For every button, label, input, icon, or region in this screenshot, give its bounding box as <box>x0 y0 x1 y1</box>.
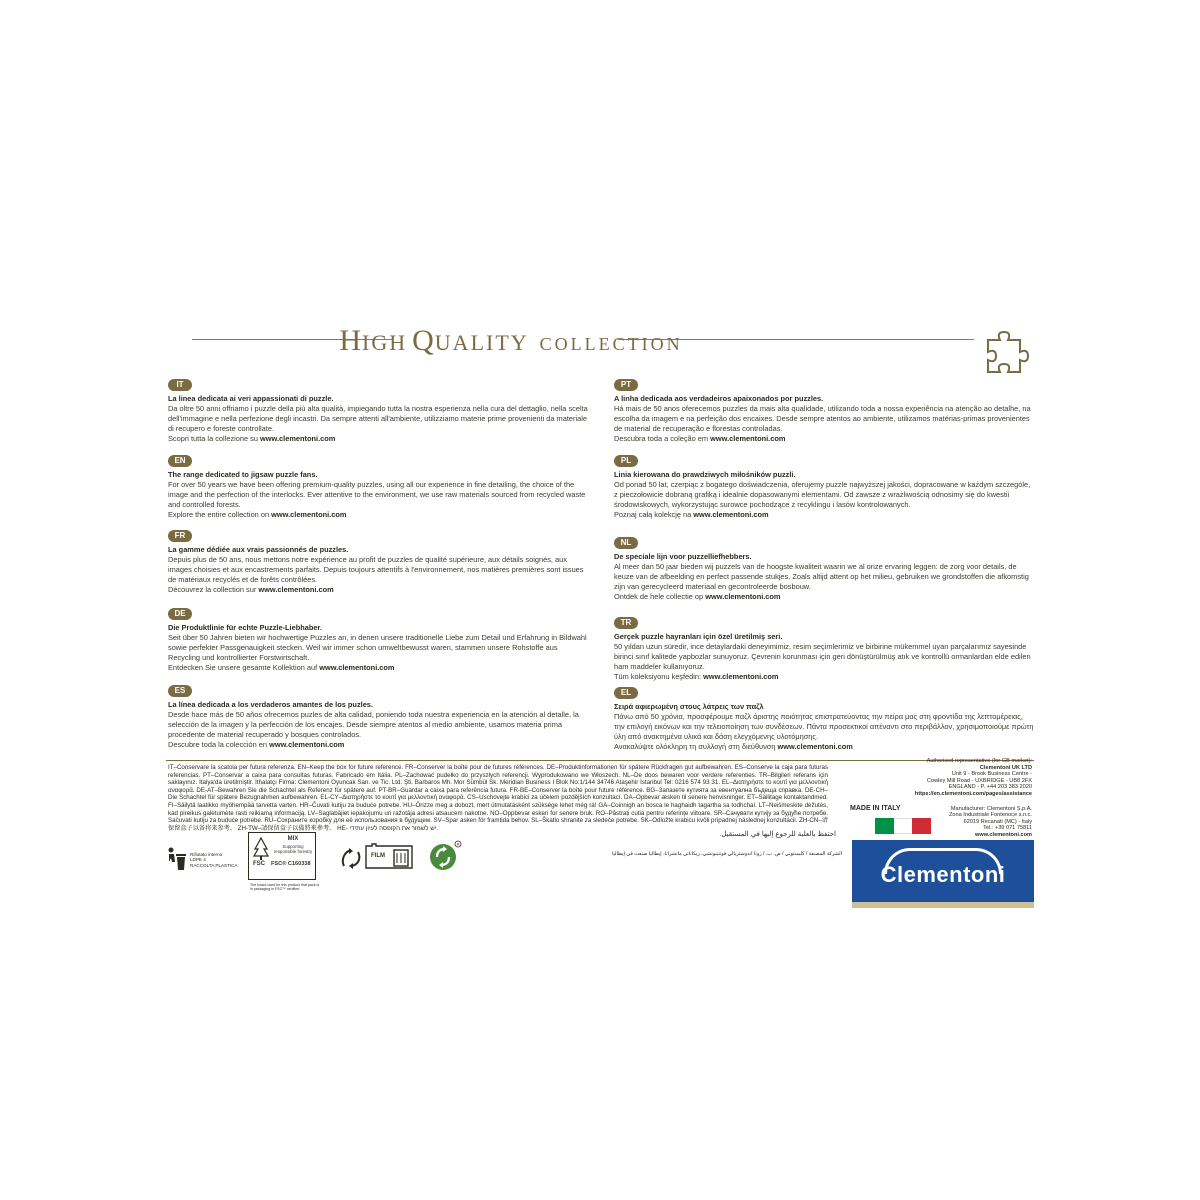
website-link[interactable]: www.clementoni.com <box>693 510 769 519</box>
lang-title: A linha dedicada aos verdadeiros apaixonados por puzzles. <box>614 394 824 403</box>
website-link[interactable]: www.clementoni.com <box>258 585 334 594</box>
lang-body: Desde hace más de 50 años ofrecemos puzles de alta calidad, poniendo toda nuestra experiencia en la atención al detalle, la selección de la imagen y la perfección de los encajes. Desde siempre atentos al medio ambiente, usamos materia prima procedente de material recuperado y bosques controlados. <box>168 710 579 739</box>
fsc-label: FSC <box>253 861 265 867</box>
lang-block-de <box>168 603 588 680</box>
recycle-caption <box>190 852 238 868</box>
lang-badge: DE <box>168 608 192 620</box>
legal-hebrew: HE- יש לשמור את הקופסה לעיון עתידי. <box>337 824 439 832</box>
manufacturer-line: Tel.: +39 071 75811 <box>983 825 1032 832</box>
lang-badge: PL <box>614 455 638 467</box>
lang-link-prefix: Tüm koleksiyonu keşfedin: <box>614 672 704 681</box>
website-link[interactable]: www.clementoni.com <box>319 663 395 672</box>
legal-arabic: احتفظ بالعلبة للرجوع إليها في المستقبل. <box>719 831 836 838</box>
lang-title: Linia kierowana do prawdziwych miłośników puzzli. <box>614 470 796 479</box>
film-label: FILM <box>371 853 385 859</box>
lang-block-el <box>614 682 1034 760</box>
lang-title: Σειρά αφιερωμένη στους λάτρεις των παζλ <box>614 702 764 711</box>
puzzle-piece-icon <box>984 324 1034 376</box>
collection-title <box>166 324 856 358</box>
lang-block-nl <box>614 532 1034 612</box>
lang-link-prefix: Ontdek de hele collectie op <box>614 592 706 601</box>
website-link[interactable]: www.clementoni.com <box>703 672 779 681</box>
lang-block-pt <box>614 374 1034 450</box>
lang-link-line <box>168 510 588 520</box>
fsc-code: FSC® C160338 <box>271 861 311 867</box>
lang-link-prefix: Poznaj całą kolekcję na <box>614 510 694 519</box>
lang-link-line <box>168 740 588 750</box>
lang-badge: EN <box>168 455 192 467</box>
lang-block-es <box>168 680 588 758</box>
fsc-tree-icon <box>253 837 269 861</box>
website-link[interactable]: www.clementoni.com <box>260 434 336 443</box>
fsc-supporting-2: responsible forestry <box>273 849 313 854</box>
rep-company: Clementoni UK LTD <box>979 764 1032 771</box>
legal-arabic-small: الشركة المصنعة / كليمنتوني / ص. ب. / زونا اندوستريالي فونتينوتشي، ريكاناتي ماتشراتا، إيطاليا صنعت في إيطاليا <box>611 851 842 857</box>
website-link[interactable]: www.clementoni.com <box>271 510 347 519</box>
assistance-link[interactable]: https://en.clementoni.com/pages/assistance <box>914 790 1032 797</box>
lang-body: Al meer dan 50 jaar bieden wij puzzels van de hoogste kwaliteit waarin we al onze ervaring leggen: de zorg voor details, de keuze van de afbeelding en perfect passende stukjes. Zoals altijd attent op het milieu, gebruiken we grondstoffen die afkomstig zijn van gerecycleerd materiaal en gecontroleerde bosbouw. <box>614 562 1029 591</box>
title-q: Q <box>412 324 435 357</box>
lang-link-line <box>168 585 588 595</box>
manufacturer-line: Manufacturer: Clementoni S.p.A. <box>950 805 1032 812</box>
lang-title: La línea dedicada a los verdaderos amantes de los puzles. <box>168 700 373 709</box>
rep-line: ENGLAND - P. +44 203 383 2020 <box>948 784 1032 791</box>
green-dot-icon <box>428 840 462 874</box>
svg-text:R: R <box>456 841 460 847</box>
lang-title: Gerçek puzzle hayranları için özel üretilmiş seri. <box>614 632 783 641</box>
caption-line: Rifiutato interno <box>190 852 223 857</box>
lang-title: La linea dedicata ai veri appassionati di puzzle. <box>168 394 334 403</box>
logo-wordmark: Clementoni <box>880 862 1006 887</box>
lang-link-line <box>168 663 588 673</box>
lang-badge: NL <box>614 537 638 549</box>
lang-body: Πάνω από 50 χρόνια, προσφέρουμε παζλ άριστης ποιότητας επιστρατεύοντας την πείρα μας στη φροντίδα της λεπτομέρειας, την επιλογή εικόνων και την τελειοποίηση των συνδέσεων. Πάντα προσεκτικοί απέναντι στο περιβάλλον, χρησιμοποιούμε πρώτη ύλη από ανακτημένα υλικά και δάση ελεγχόμενης υλοτόμησης. <box>614 712 1034 741</box>
lang-link-line <box>614 592 1034 602</box>
lang-badge: TR <box>614 617 638 629</box>
lang-body: Há mais de 50 anos oferecemos puzzles da mais alta qualidade, utilizando toda a nossa experiência na atenção ao detalhe, na escolha da imagem e na perfeição dos encaixes. Desde sempre atentos ao ambiente, utilizamos matérias-primas provenientes de material de recuperação e florestas controladas. <box>614 404 1031 433</box>
lang-block-it <box>168 374 588 450</box>
clementoni-logo <box>852 840 1034 908</box>
website-link[interactable]: www.clementoni.com <box>710 434 786 443</box>
left-language-column <box>168 374 588 758</box>
rep-line: Unit 9 - Brook Business Centre - <box>951 771 1032 778</box>
lang-title: The range dedicated to jigsaw puzzle fans. <box>168 470 318 479</box>
lang-link-prefix: Descubra toda a coleção em <box>614 434 711 443</box>
representative-info <box>886 758 1032 839</box>
title-igh: IGH <box>362 330 408 355</box>
lang-link-prefix: Scopri tutta la collezione su <box>168 434 261 443</box>
title-h: H <box>339 324 363 357</box>
lang-link-line <box>614 510 1034 520</box>
lang-link-line <box>614 434 1034 444</box>
made-in-italy-label: MADE IN ITALY <box>850 805 901 812</box>
lang-body: Seit über 50 Jahren bieten wir hochwertige Puzzles an, in denen unsere traditionelle Liebe zum Detail und Erfahrung in Bildwahl sowie perfekter Passgenauigkeit stecken. Weil wir immer schon umweltbewusst waren, stammen unsere Rohstoffe aus Recycling und kontrollierter Forstwirtschaft. <box>168 633 587 662</box>
manufacturer-line: Zona Industriale Fontenoce s.n.c. <box>948 812 1032 819</box>
lang-body: Od ponad 50 lat, czerpiąc z bogatego doświadczenia, oferujemy puzzle najwyższej jakości, dopracowane w każdym szczególe, z pieczołowicie dobraną grafiką i idealnie dopasowanymi elementami. Od zawsze z wrażliwością odnosimy się do kwestii środowiskowych, wykorzystując surowce pochodzące z recyklingu i lasów kontrolowanych. <box>614 480 1031 509</box>
website-link[interactable]: www.clementoni.com <box>269 740 345 749</box>
lang-badge: PT <box>614 379 638 391</box>
lang-link-prefix: Découvrez la collection sur <box>168 585 259 594</box>
legal-text <box>168 764 828 832</box>
film-recycling-label <box>364 842 414 872</box>
caption-line: LDPE 4 <box>190 857 206 863</box>
lang-link-prefix: Descubre toda la colección en <box>168 740 270 749</box>
lang-badge: IT <box>168 379 192 391</box>
lang-badge: FR <box>168 530 192 542</box>
fsc-mix: MIX <box>287 836 299 842</box>
caption-line: RACCOLTA PLASTICA <box>190 862 238 868</box>
lang-block-en <box>168 450 588 525</box>
fsc-note: The board used for this product that pack is in packaging in FSC™ certified <box>250 883 320 892</box>
website-link[interactable]: www.clementoni.com <box>777 742 853 751</box>
lang-body: Depuis plus de 50 ans, nous mettons notre expérience au profit de puzzles de qualité supérieure, aux détails soignés, aux images choisies et aux encastrements parfaits. Depuis toujours attentifs à l'environnement, nos matières premières sont issues de matériaux recyclés et de forêts contrôlées. <box>168 555 584 584</box>
lang-badge: ES <box>168 685 192 697</box>
right-language-column <box>614 374 1034 760</box>
lang-link-line <box>614 672 1034 682</box>
trash-bin-person-icon <box>166 846 188 872</box>
rep-spacer <box>886 798 1032 806</box>
lang-body: For over 50 years we have been offering premium-quality puzzles, using all our experience in fine detailing, the choice of the image and the perfection of the interlocks. Ever attentive to the environment, we use raw materials sourced from recycled waste and controlled forests. <box>168 480 586 509</box>
box-back-panel <box>166 318 1034 910</box>
website-link[interactable]: www.clementoni.com <box>975 831 1032 838</box>
title-collection: COLLECTION <box>539 334 683 354</box>
lang-link-prefix: Explore the entire collection on <box>168 510 272 519</box>
lang-block-fr <box>168 525 588 603</box>
lang-title: Die Produktlinie für echte Puzzle-Liebhaber. <box>168 623 323 632</box>
lang-block-tr <box>614 612 1034 682</box>
lang-link-line <box>614 742 1034 752</box>
manufacturer-line: 62019 Recanati (MC) - Italy <box>963 818 1032 825</box>
fsc-supporting: Supporting <box>282 844 304 849</box>
legal-multilingual: IT–Conservare la scatola per futura referenza. EN–Keep the box for future reference. FR–Conserver la boîte pour de futures références. DE–Produktinformationen für spätere Rückfragen gut aufbewahren. ES–Conserve la caja para futuras referencias. PT–Conservar a caixa para consultas futuras. Fabricado em Itália. PL–Zachować pudełko do przyszłych referencji. Wyprodukowano we Włoszech. NL–De doos bewaren voor verdere referenties. TR–Bilgileri referans için saklayınız. İtalya'da üretilmiştir. İthalatçı Firma: Clementoni Oyuncak San. ve Tic. Ltd. Şti. Barbaros Mh. Mor Sümbül Sk. Meridian Business I Blok No:1/144 34746 Ataşehir İstanbul Tel: 0216 574 93 31. EL–Διατηρήστε το κουτί για μελλοντική αναφορά. DE-AT–Bewahren Sie die Schachtel als Referenz für spätere auf. PT-BR–Guardar a caixa para referência futura. FR-BE–Conserver la boîte pour future référence. BG–Запазете кутията за евентуална бъдеща справка. DE-CH–Die Schachtel für spätere Bezugnahmen aufbewahren. EL-CY–Διατηρήστε το κουτί για μελλοντική αναφορά. CS–Uschovejte krabici za účelem pozdějších konzultací. DA–Opbevar æsken til senere henvisninger. ET–Säilitage kontaktandmed. FI–Säilytä laatikko myöhempää tarvetta varten. HR–Čuvati kutiju za buduće potrebe. HU–Őrizze meg a dobozt, mert útmutatásként szüksége lehet még rá! GA–Coinnigh an bosca le haghaidh tagartha sa todhchaí. LT–Neišmeskite dėžutės, kad pireikus galėtumėte rasti reikiamą informaciją. LV–Saglabājiet iepakojumu un ražotāja adresi atsaucem nakotne. NO–Oppbevar esken for senere bruk. RO–Păstrați cutia pentru referințe viitoare. SR–Сачувати кутију за будуће потребе. Sačuvati kutiju za buduće potrebe. RU–Сохраните коробку для её использования в будущем. SV–Spar asken för framtida behov. SL–Škatlo shranite za sledeče potrebe. SK–Odložte krabicu kvôli prípadnej následnej konzultácii. ZH-CN–请保留盒子以备将来参考。 ZH-TW–請保留盒子以備將來參考。 <box>168 764 828 832</box>
lang-title: De speciale lijn voor puzzelliefhebbers. <box>614 552 752 561</box>
lang-block-pl <box>614 450 1034 532</box>
lang-badge: EL <box>614 687 638 699</box>
lang-body: 50 yıldan uzun süredir, ince detaylardaki deneyimimiz, resim seçimlerimiz ve birbirine mükemmel uyan parçalarımız sayesinde birinci sınıf kalitede yapbozlar sunuyoruz. Çevrenin korunması için geri dönüştürülmüş atık ve kontrollü ormanlardan elde edilen ham maddeler kullanıyoruz. <box>614 642 1031 671</box>
rep-line: Authorised representative (for GB market): <box>926 758 1032 764</box>
lang-title: La gamme dédiée aux vrais passionnés de puzzles. <box>168 545 349 554</box>
rep-line: Cowley Mill Road - UXBRIDGE - UB8 2FX <box>926 777 1032 784</box>
title-uality: UALITY <box>434 330 529 355</box>
lang-link-prefix: Entdecken Sie unsere gesamte Kollektion auf <box>168 663 320 672</box>
lang-link-prefix: Ανακαλύψτε ολόκληρη τη συλλογή στη διεύθυνση <box>614 742 778 751</box>
tidyman-recycle-icon <box>340 846 362 870</box>
lang-link-line <box>168 434 588 444</box>
lang-body: Da oltre 50 anni offriamo i puzzle della più alta qualità, impiegando tutta la nostra esperienza nella cura del dettaglio, nella scelta dell'immagine e nella perfezione degli incastri. Da sempre attenti all'ambiente, utilizziamo materie prime provenienti da materiale di recupero e foreste controllate. <box>168 404 588 433</box>
fsc-mix-label <box>248 832 316 880</box>
website-link[interactable]: www.clementoni.com <box>705 592 781 601</box>
